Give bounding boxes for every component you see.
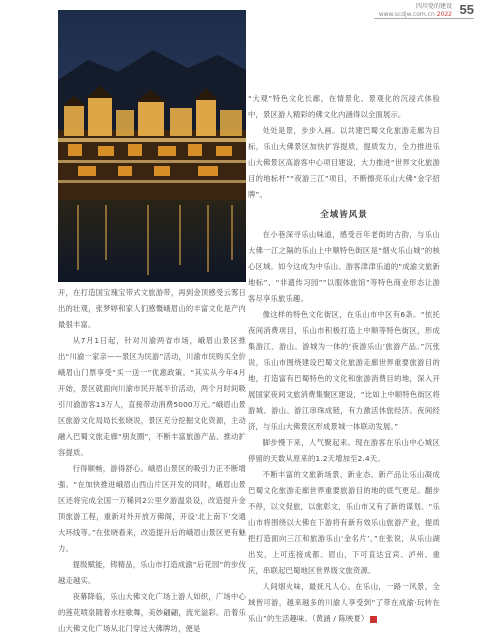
right-body-1: 在小巷深寻乐山味道，感受百年老街的古韵，与乐山大佛一江之隔的乐山上中顺特色街区是“烟火乐山城”的核心区域。如今这成为中乐山、游客津津乐道的“成渝文旅新地标”、“非遗传习园”“以服体旅馆”等特色商业形态让游客尽享乐旅乐趣。 <box>248 230 440 303</box>
right-body-2: 像这样的特色文化街区，在乐山市中区有6条。“依托夜间消费项目，乐山市积极打造上中顺等特色街区，形成集游江、游山、游城为一体的‘夜游乐山’旅游产品。”沉张说，乐山市围绕建设巴蜀文化旅游走廊世界重要旅游目的地，打造富有巴蜀特色的文化和旅游消费目的地，深入开展国家夜间文旅消费集聚区建设，“比如上中顺特色街区将游城、游山、游江串珠成链，有力激活休旅经济。夜间经济，与乐山大佛景区形成景城一体联动发展。” <box>248 310 440 431</box>
left-paragraph-2: 从7月1日起，针对川渝两省市场，峨眉山景区推出“川渝一家亲——景区为民游”活动，川渝市民购买全价峨眉山门票享受“买一送一”优惠政策。“其实从今年4月开始，景区就面向川渝市民开展半价活动，两个月时间吸引川渝游客13万人，直接带动消费5000万元。”峨眉山景区旅游文化局局长张晓说，景区充分挖掘文化资源，主动融入巴蜀文旅走廊“朋友圈”，不断丰富旅游产品、推动扩容提质。 <box>58 336 246 457</box>
url-suffix: 2022 <box>436 11 452 18</box>
page-number: 55 <box>459 2 474 17</box>
left-column <box>58 285 246 637</box>
header-rule <box>374 18 474 19</box>
left-paragraph-4: 提级赋能，铸精品，乐山市打造成渝“后花园”的步伐越走越实。 <box>58 560 246 585</box>
section-title: 全域皆风景 <box>320 210 368 220</box>
end-mark-icon <box>370 616 377 623</box>
right-body-5 <box>248 579 440 627</box>
right-body-5-text: 人间烟火味，最抚凡人心。在乐山，一路一风景，全域皆可游，越来越多的川渝人享受到“了带在成渝·玩转在乐山”的生活趣味。（黄涵 / 陈映夏） <box>248 582 440 623</box>
photo-illustration <box>58 10 246 282</box>
right-body-3: 脚步慢下来，人气聚起来。现在游客在乐山中心城区停留的天数从原来的1.2天增加至2.4天。 <box>248 438 440 463</box>
right-intro-1: “大观”特色文化长廊，在情景化、景观化的沉浸式体验中，景区游人精彩的佛文化内涵得以全面展示。 <box>248 94 440 119</box>
magazine-name: 四川党的建设 <box>415 3 452 10</box>
right-intro-2: 处处是景，步步入画。以共建巴蜀文化旅游走廊为目标，乐山大佛景区加快扩容提质，提质发力，全力推进乐山大佛景区高游客中心项目建设，大力推进“世界文化旅游目的地标杆”“夜游三江”项目，不断擦亮乐山大佛“金字招牌”。 <box>248 126 440 199</box>
left-paragraph-1: 开，在打造国宝瑰宝带式文旅游带，再到金顶感受云雾日出的壮观，张梦婷和家人们感慨峨眉山的丰富文化是产内最很丰富。 <box>58 288 246 329</box>
left-paragraph-3: 行得顺畅，游得舒心。峨眉山景区的吸引力正不断增强。“在加快推进峨眉山西山片区开发的同时，峨眉山景区还将完成全国一万稀同2公里夕游温泉设，改造提升金顶旅游工程，重新对外开放万佛阁，开设‘北上南下’交通大环线等。”在张晓看来，改造提升后的峨眉山景区更有魅力。 <box>58 464 246 553</box>
right-column <box>248 91 440 627</box>
url-prefix: www.scdjw.com.cn <box>378 11 435 18</box>
right-body-4: 不断丰富的文旅新场景、新业态、新产品让乐山凝成巴蜀文化旅游走廊世界重要旅游目的地的底气更足。翻步不停，以文促旅，以旅彰文，乐山市又有了新的谋划。“乐山市将围绕以大佛在下游将有新有效乐山旅游产业，提质把打造面向三江和旅游乐山‘金名片’。”在张说，从乐山湖出发，上可连接成都、眉山，下可直达宜宾、泸州、重庆，串联起巴蜀地区世界级文旅资源。 <box>248 470 440 575</box>
header-text <box>379 3 452 19</box>
night-scene-photo <box>58 10 246 282</box>
left-paragraph-5: 夜幕降临，乐山大佛文化广场上游人如织，广场中心的莲花喷泉随着水柱歌舞，美妙翩翩，流光溢彩。沿着乐山大佛文化广场从北门穿过大佛牌坊，便是 <box>58 592 246 633</box>
